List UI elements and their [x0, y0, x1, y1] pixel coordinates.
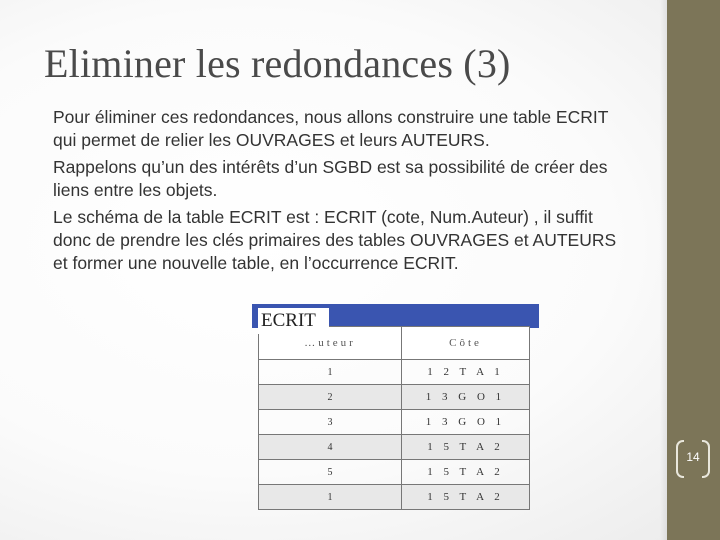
table-cell: 3: [259, 410, 402, 435]
paragraph-1: Pour éliminer ces redondances, nous allons construire une table ECRIT qui permet de relier les OUVRAGES et leurs AUTEURS.: [53, 107, 609, 150]
table-cell: 1: [259, 360, 402, 385]
table-cell: 4: [259, 435, 402, 460]
table-cell: 2: [259, 385, 402, 410]
page-number: [676, 440, 710, 476]
table-row: [259, 360, 530, 385]
table-row: [259, 410, 530, 435]
slide-body: [53, 106, 633, 279]
table-caption: ECRIT: [258, 308, 329, 334]
table-cell: 1 3 G O 1: [402, 385, 530, 410]
table-cell: 1 5 T A 2: [402, 460, 530, 485]
table-cell: 1: [259, 485, 402, 510]
table-cell: 5: [259, 460, 402, 485]
paragraph-3: Le schéma de la table ECRIT est : ECRIT (cote, Num.Auteur) , il suffit donc de prendre les clés primaires des tables OUVRAGES et AUTEURS et former une nouvelle table, en l’occurrence ECRIT.: [53, 207, 617, 273]
table-row: [259, 460, 530, 485]
table-cell: 1 2 T A 1: [402, 360, 530, 385]
column-header-auteur: …uteur: [259, 327, 402, 360]
table-row: [259, 385, 530, 410]
ecrit-table: [258, 326, 530, 510]
table-row: [259, 435, 530, 460]
paragraph-2: Rappelons qu’un des intérêts d’un SGBD est sa possibilité de créer des liens entre les objets.: [53, 157, 608, 200]
page-number-text: 14: [686, 450, 700, 464]
table-cell: 1 3 G O 1: [402, 410, 530, 435]
slide-title: Eliminer les redondances (3): [44, 41, 511, 86]
column-header-cote: Côte: [402, 327, 530, 360]
table-row: [259, 485, 530, 510]
table-cell: 1 5 T A 2: [402, 485, 530, 510]
table-cell: 1 5 T A 2: [402, 435, 530, 460]
